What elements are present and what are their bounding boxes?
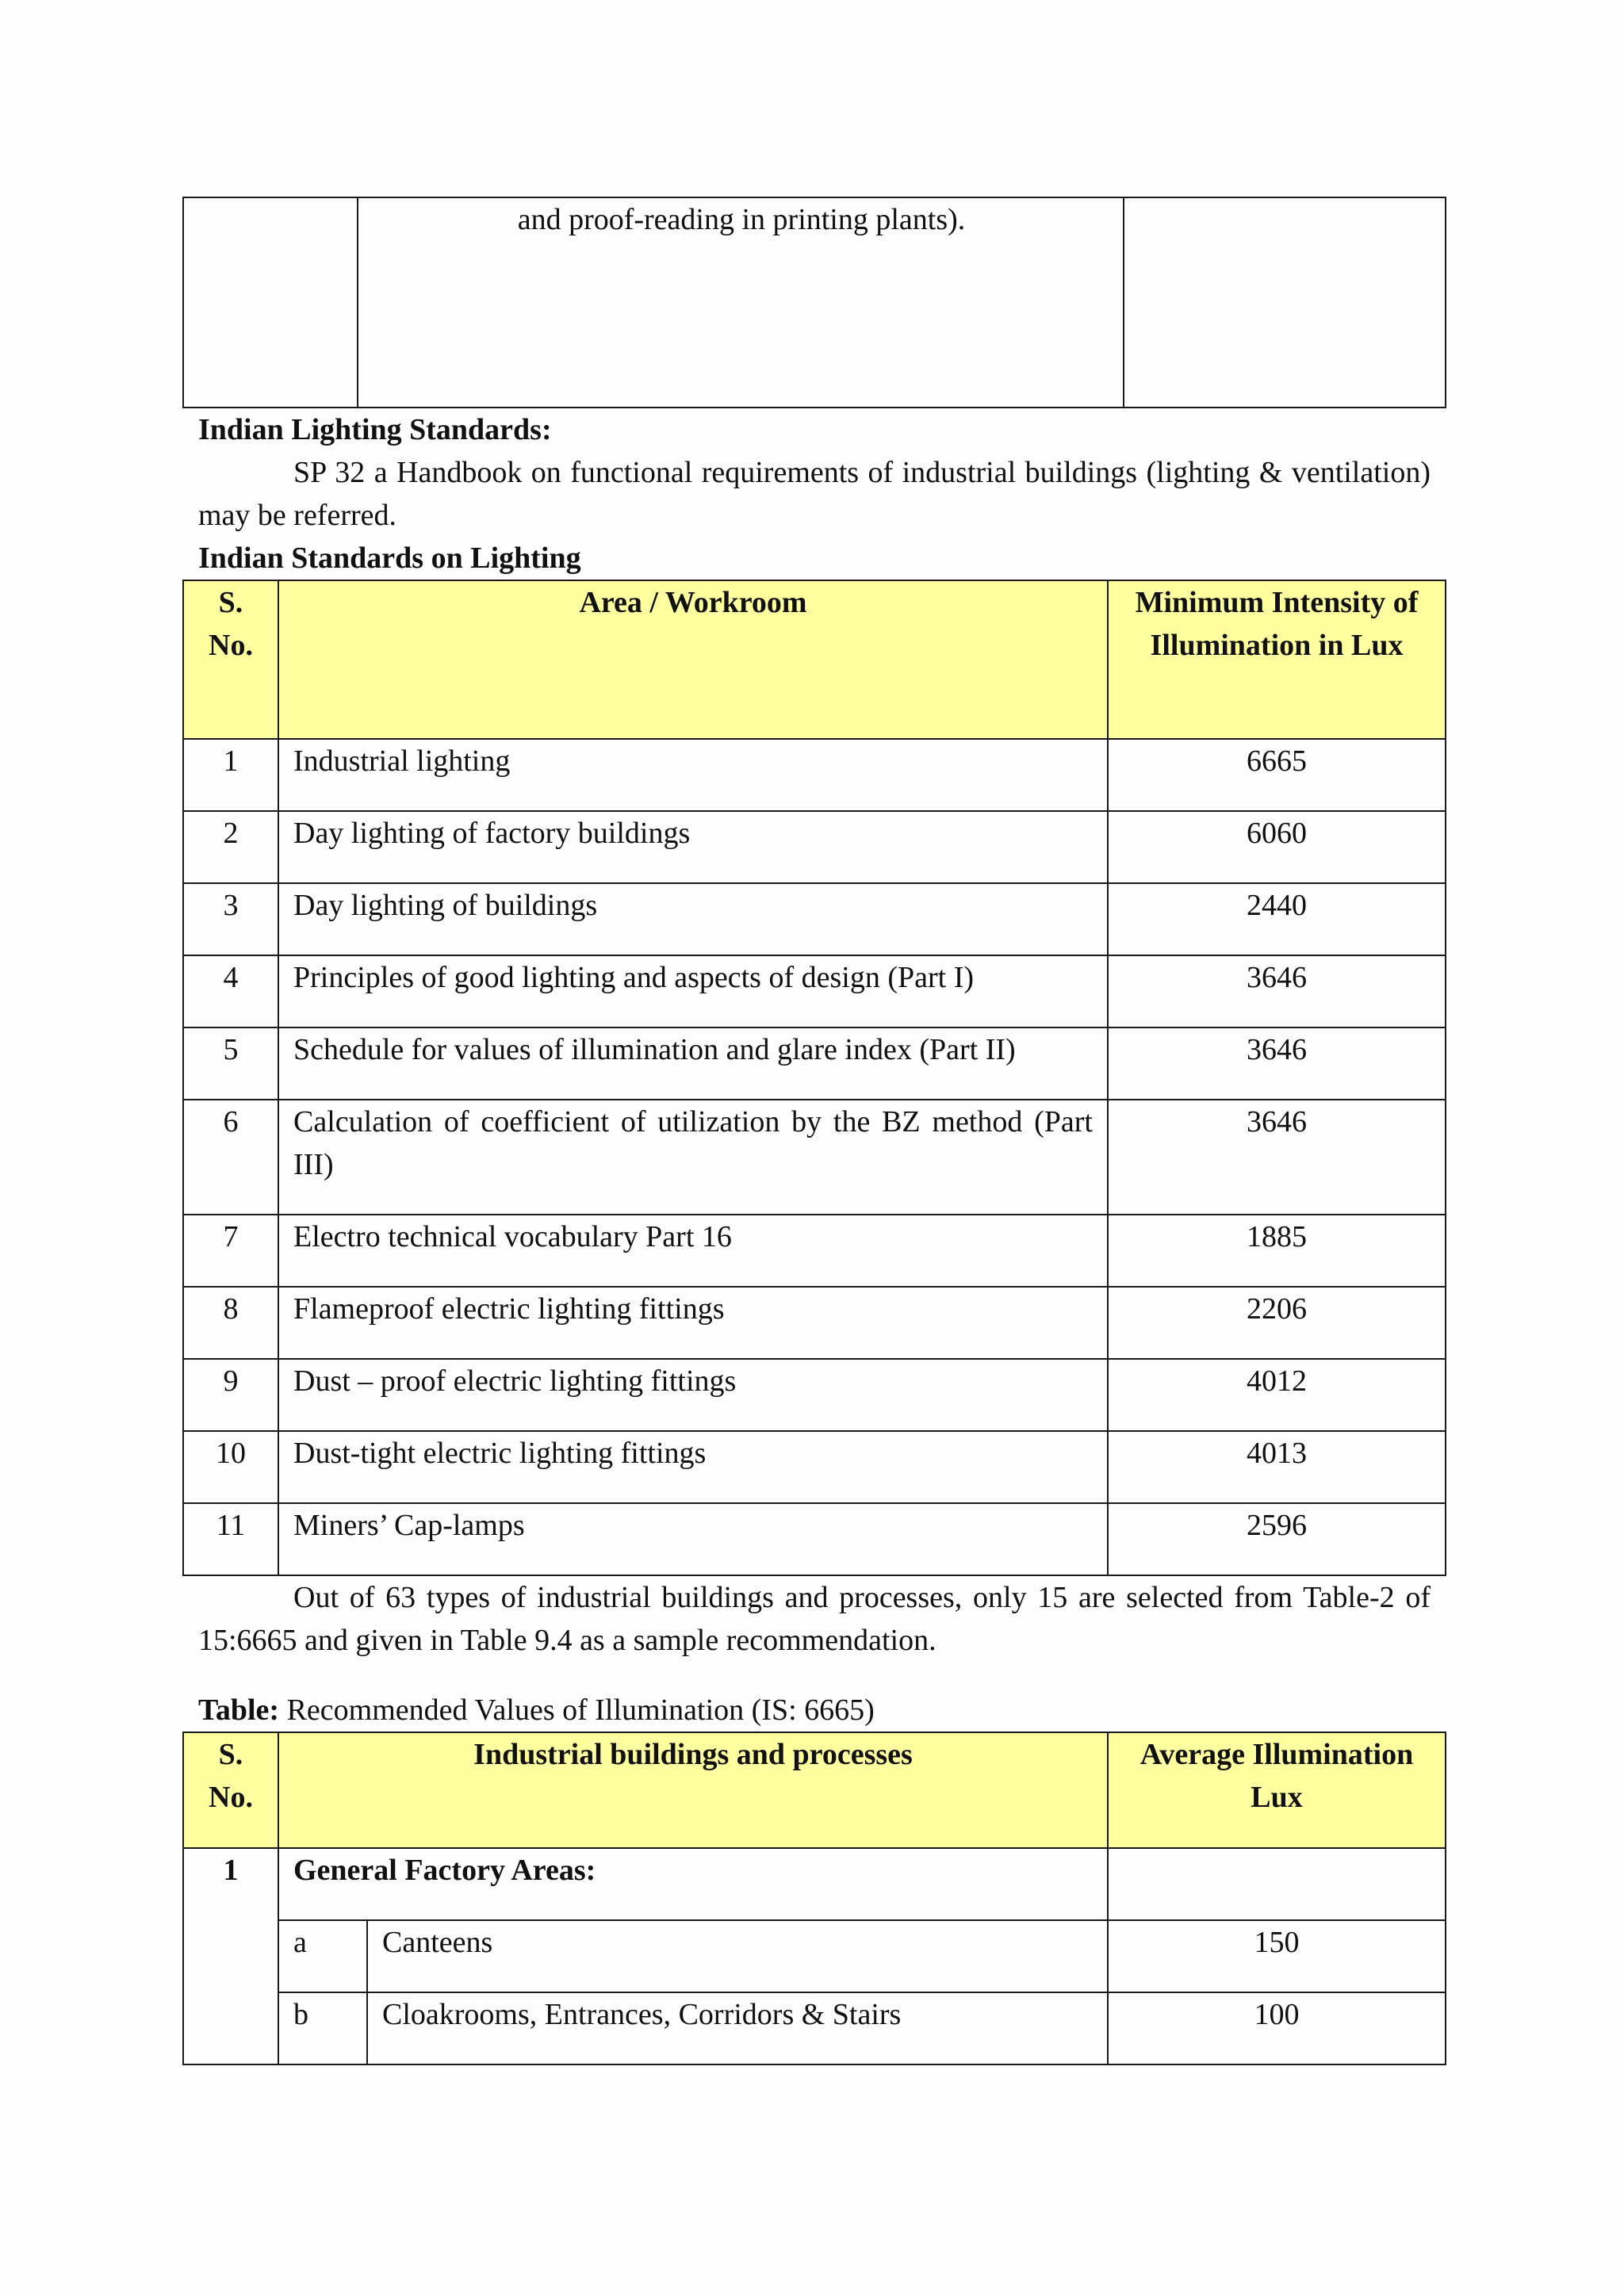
table-cell	[1124, 197, 1446, 408]
cell-area: Dust – proof electric lighting fittings	[278, 1359, 1108, 1431]
column-header-sno: S. No.	[183, 1732, 278, 1848]
cell-lux: 4012	[1108, 1359, 1446, 1431]
cell-area: Calculation of coefficient of utilization by the BZ method (Part III)	[278, 1100, 1108, 1215]
table-header-row	[183, 1732, 1446, 1848]
cell-sno: 4	[183, 955, 278, 1027]
cell-sub: b	[278, 1992, 367, 2064]
standards-table	[182, 580, 1446, 1576]
column-header-lux: Average Illumination Lux	[1108, 1732, 1446, 1848]
cell-lux: 2596	[1108, 1503, 1446, 1575]
column-header-lux: Minimum Intensity of Illumination in Lux	[1108, 580, 1446, 739]
cell-area: Schedule for values of illumination and glare index (Part II)	[278, 1027, 1108, 1100]
cell-sno: 5	[183, 1027, 278, 1100]
cell-sno: 1	[183, 739, 278, 811]
cell-sno: 10	[183, 1431, 278, 1503]
document-page	[182, 197, 1445, 2065]
continuation-table	[182, 197, 1446, 408]
table-row	[183, 1431, 1446, 1503]
table-row	[183, 883, 1446, 955]
cell-area: Day lighting of factory buildings	[278, 811, 1108, 883]
table-row	[183, 811, 1446, 883]
column-header-process: Industrial buildings and processes	[278, 1732, 1108, 1848]
cell-sno: 7	[183, 1215, 278, 1287]
cell-area: Principles of good lighting and aspects of design (Part I)	[278, 955, 1108, 1027]
cell-sub: a	[278, 1920, 367, 1992]
table-row	[183, 1100, 1446, 1215]
table-header-row	[183, 580, 1446, 739]
cell-sno: 9	[183, 1359, 278, 1431]
table-row	[183, 1848, 1446, 1920]
table-row	[183, 1215, 1446, 1287]
caption-label: Table:	[198, 1693, 280, 1727]
cell-lux: 3646	[1108, 955, 1446, 1027]
cell-lux: 3646	[1108, 1027, 1446, 1100]
cell-area: Dust-tight electric lighting fittings	[278, 1431, 1108, 1503]
cell-lux: 6060	[1108, 811, 1446, 883]
note-paragraph: Out of 63 types of industrial buildings and processes, only 15 are selected from Table-2 of 15:6665 and given in Table 9.4 as a sample recommendation.	[198, 1581, 1431, 1657]
recommended-table-caption	[182, 1689, 1445, 1732]
table-row	[183, 197, 1446, 408]
cell-area: Industrial lighting	[278, 739, 1108, 811]
cell-lux: 3646	[1108, 1100, 1446, 1215]
cell-lux: 2206	[1108, 1287, 1446, 1359]
cell-sno: 11	[183, 1503, 278, 1575]
table-row	[183, 955, 1446, 1027]
table-row	[183, 1359, 1446, 1431]
table-row	[183, 1503, 1446, 1575]
table-row	[183, 1920, 1446, 1992]
table-row	[183, 1027, 1446, 1100]
caption-text: Recommended Values of Illumination (IS: 6665)	[279, 1693, 875, 1727]
cell-sno: 2	[183, 811, 278, 883]
cell-area: Electro technical vocabulary Part 16	[278, 1215, 1108, 1287]
cell-process: Cloakrooms, Entrances, Corridors & Stairs	[367, 1992, 1108, 2064]
cell-lux: 6665	[1108, 739, 1446, 811]
cell-process: Canteens	[367, 1920, 1108, 1992]
section-heading: Indian Lighting Standards:	[198, 413, 552, 446]
cell-lux: 1885	[1108, 1215, 1446, 1287]
cell-area: Day lighting of buildings	[278, 883, 1108, 955]
cell-sno: 1	[183, 1848, 278, 2064]
cell-group-title: General Factory Areas:	[278, 1848, 1108, 1920]
table-row	[183, 1992, 1446, 2064]
recommended-values-table	[182, 1732, 1446, 2065]
column-header-sno: S. No.	[183, 580, 278, 739]
table-row	[183, 1287, 1446, 1359]
cell-sno: 8	[183, 1287, 278, 1359]
section-paragraph: SP 32 a Handbook on functional requirements of industrial buildings (lighting & ventilation) may be referred.	[198, 456, 1431, 532]
cell-sno: 3	[183, 883, 278, 955]
cell-lux: 100	[1108, 1992, 1446, 2064]
table-cell-text: and proof-reading in printing plants).	[358, 197, 1124, 408]
table-cell	[183, 197, 358, 408]
cell-lux: 4013	[1108, 1431, 1446, 1503]
cell-area: Flameproof electric lighting fittings	[278, 1287, 1108, 1359]
cell-lux: 2440	[1108, 883, 1446, 955]
column-header-area: Area / Workroom	[278, 580, 1108, 739]
standards-table-title: Indian Standards on Lighting	[198, 541, 581, 575]
cell-sno: 6	[183, 1100, 278, 1215]
cell-lux	[1108, 1848, 1446, 1920]
table-row	[183, 739, 1446, 811]
cell-area: Miners’ Cap-lamps	[278, 1503, 1108, 1575]
cell-lux: 150	[1108, 1920, 1446, 1992]
